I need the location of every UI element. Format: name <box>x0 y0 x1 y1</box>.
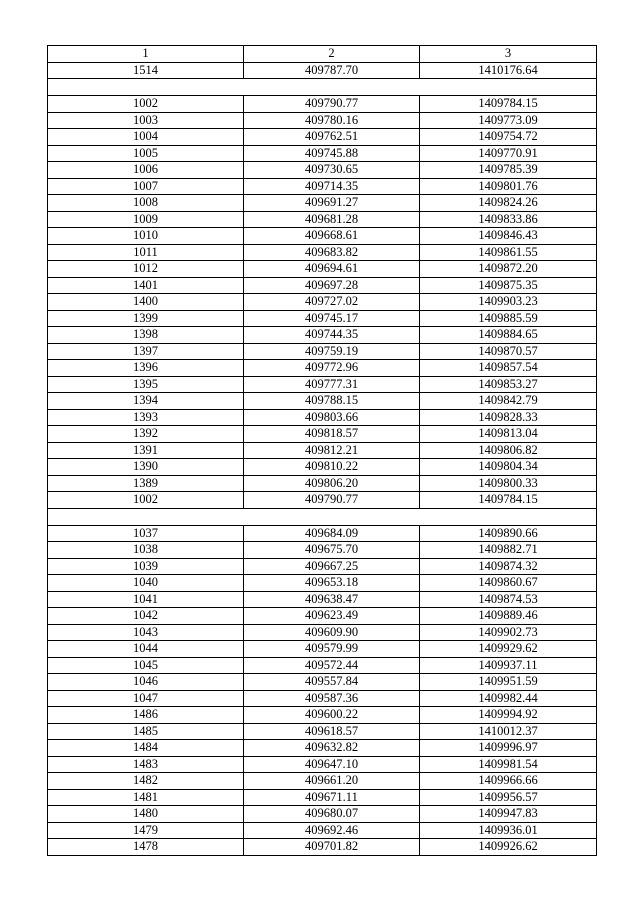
point-number-cell: 1482 <box>48 773 244 790</box>
table-row <box>48 442 597 459</box>
x-coordinate-cell: 409684.09 <box>244 525 420 542</box>
table-row <box>48 459 597 476</box>
point-number-cell: 1395 <box>48 376 244 393</box>
table-row <box>48 690 597 707</box>
point-number-cell: 1481 <box>48 789 244 806</box>
point-number-cell: 1400 <box>48 294 244 311</box>
y-coordinate-cell: 1409936.01 <box>420 822 597 839</box>
table-row <box>48 96 597 113</box>
point-number-cell: 1043 <box>48 624 244 641</box>
x-coordinate-cell: 409806.20 <box>244 475 420 492</box>
point-number-cell: 1005 <box>48 145 244 162</box>
y-coordinate-cell: 1409956.57 <box>420 789 597 806</box>
table-row <box>48 756 597 773</box>
point-number-cell: 1002 <box>48 96 244 113</box>
table-row <box>48 195 597 212</box>
y-coordinate-cell: 1410012.37 <box>420 723 597 740</box>
y-coordinate-cell: 1409801.76 <box>420 178 597 195</box>
table-row <box>48 129 597 146</box>
table-row <box>48 211 597 228</box>
x-coordinate-cell: 409818.57 <box>244 426 420 443</box>
y-coordinate-cell: 1409903.23 <box>420 294 597 311</box>
table-row <box>48 525 597 542</box>
x-coordinate-cell: 409787.70 <box>244 62 420 79</box>
x-coordinate-cell: 409777.31 <box>244 376 420 393</box>
y-coordinate-cell: 1409770.91 <box>420 145 597 162</box>
table-row <box>48 393 597 410</box>
y-coordinate-cell: 1409784.15 <box>420 492 597 509</box>
table-row <box>48 145 597 162</box>
point-number-cell: 1486 <box>48 707 244 724</box>
point-number-cell: 1484 <box>48 740 244 757</box>
x-coordinate-cell: 409600.22 <box>244 707 420 724</box>
y-coordinate-cell: 1409929.62 <box>420 641 597 658</box>
table-row <box>48 310 597 327</box>
coordinates-table <box>47 45 597 856</box>
section-separator-cell <box>48 508 597 525</box>
table-row <box>48 409 597 426</box>
y-coordinate-cell: 1409875.35 <box>420 277 597 294</box>
table-row <box>48 475 597 492</box>
table-row <box>48 558 597 575</box>
y-coordinate-cell: 1409853.27 <box>420 376 597 393</box>
point-number-cell: 1040 <box>48 575 244 592</box>
x-coordinate-cell: 409557.84 <box>244 674 420 691</box>
coordinate-sheet <box>47 45 596 856</box>
y-coordinate-cell: 1409981.54 <box>420 756 597 773</box>
y-coordinate-cell: 1409890.66 <box>420 525 597 542</box>
x-coordinate-cell: 409697.28 <box>244 277 420 294</box>
point-number-cell: 1039 <box>48 558 244 575</box>
y-coordinate-cell: 1410176.64 <box>420 62 597 79</box>
table-row <box>48 707 597 724</box>
table-row <box>48 261 597 278</box>
y-coordinate-cell: 1409874.53 <box>420 591 597 608</box>
y-coordinate-cell: 1409982.44 <box>420 690 597 707</box>
point-number-cell: 1392 <box>48 426 244 443</box>
table-row <box>48 674 597 691</box>
table-row <box>48 624 597 641</box>
x-coordinate-cell: 409730.65 <box>244 162 420 179</box>
y-coordinate-cell: 1409884.65 <box>420 327 597 344</box>
point-number-cell: 1046 <box>48 674 244 691</box>
table-row <box>48 822 597 839</box>
point-number-cell: 1011 <box>48 244 244 261</box>
y-coordinate-cell: 1409860.67 <box>420 575 597 592</box>
point-number-cell: 1391 <box>48 442 244 459</box>
y-coordinate-cell: 1409996.97 <box>420 740 597 757</box>
x-coordinate-cell: 409745.88 <box>244 145 420 162</box>
y-coordinate-cell: 1409828.33 <box>420 409 597 426</box>
table-row <box>48 608 597 625</box>
x-coordinate-cell: 409790.77 <box>244 492 420 509</box>
column-header-y: 3 <box>420 46 597 63</box>
x-coordinate-cell: 409671.11 <box>244 789 420 806</box>
table-row <box>48 343 597 360</box>
point-number-cell: 1398 <box>48 327 244 344</box>
table-row <box>48 641 597 658</box>
y-coordinate-cell: 1409773.09 <box>420 112 597 129</box>
point-number-cell: 1514 <box>48 62 244 79</box>
point-number-cell: 1401 <box>48 277 244 294</box>
table-row <box>48 62 597 79</box>
point-number-cell: 1047 <box>48 690 244 707</box>
point-number-cell: 1012 <box>48 261 244 278</box>
y-coordinate-cell: 1409902.73 <box>420 624 597 641</box>
point-number-cell: 1007 <box>48 178 244 195</box>
section-separator-cell <box>48 79 597 96</box>
y-coordinate-cell: 1409947.83 <box>420 806 597 823</box>
point-number-cell: 1393 <box>48 409 244 426</box>
point-number-cell: 1038 <box>48 542 244 559</box>
point-number-cell: 1389 <box>48 475 244 492</box>
point-number-cell: 1042 <box>48 608 244 625</box>
coordinates-table-body <box>48 46 597 856</box>
table-row <box>48 575 597 592</box>
table-row <box>48 789 597 806</box>
x-coordinate-cell: 409812.21 <box>244 442 420 459</box>
point-number-cell: 1041 <box>48 591 244 608</box>
point-number-cell: 1037 <box>48 525 244 542</box>
x-coordinate-cell: 409745.17 <box>244 310 420 327</box>
table-row <box>48 162 597 179</box>
table-row <box>48 773 597 790</box>
y-coordinate-cell: 1409857.54 <box>420 360 597 377</box>
x-coordinate-cell: 409587.36 <box>244 690 420 707</box>
y-coordinate-cell: 1409882.71 <box>420 542 597 559</box>
table-row <box>48 244 597 261</box>
y-coordinate-cell: 1409754.72 <box>420 129 597 146</box>
x-coordinate-cell: 409668.61 <box>244 228 420 245</box>
column-header-point: 1 <box>48 46 244 63</box>
y-coordinate-cell: 1409861.55 <box>420 244 597 261</box>
point-number-cell: 1003 <box>48 112 244 129</box>
point-number-cell: 1006 <box>48 162 244 179</box>
section-separator-row <box>48 508 597 525</box>
point-number-cell: 1390 <box>48 459 244 476</box>
x-coordinate-cell: 409790.77 <box>244 96 420 113</box>
table-row <box>48 657 597 674</box>
table-row <box>48 294 597 311</box>
point-number-cell: 1008 <box>48 195 244 212</box>
table-row <box>48 740 597 757</box>
x-coordinate-cell: 409694.61 <box>244 261 420 278</box>
x-coordinate-cell: 409692.46 <box>244 822 420 839</box>
y-coordinate-cell: 1409785.39 <box>420 162 597 179</box>
table-row <box>48 492 597 509</box>
table-row <box>48 542 597 559</box>
y-coordinate-cell: 1409870.57 <box>420 343 597 360</box>
x-coordinate-cell: 409714.35 <box>244 178 420 195</box>
point-number-cell: 1485 <box>48 723 244 740</box>
table-row <box>48 839 597 856</box>
x-coordinate-cell: 409609.90 <box>244 624 420 641</box>
point-number-cell: 1009 <box>48 211 244 228</box>
point-number-cell: 1479 <box>48 822 244 839</box>
y-coordinate-cell: 1409813.04 <box>420 426 597 443</box>
table-row <box>48 591 597 608</box>
point-number-cell: 1010 <box>48 228 244 245</box>
x-coordinate-cell: 409623.49 <box>244 608 420 625</box>
x-coordinate-cell: 409647.10 <box>244 756 420 773</box>
y-coordinate-cell: 1409994.92 <box>420 707 597 724</box>
point-number-cell: 1394 <box>48 393 244 410</box>
y-coordinate-cell: 1409885.59 <box>420 310 597 327</box>
y-coordinate-cell: 1409804.34 <box>420 459 597 476</box>
y-coordinate-cell: 1409966.66 <box>420 773 597 790</box>
point-number-cell: 1396 <box>48 360 244 377</box>
table-row <box>48 723 597 740</box>
x-coordinate-cell: 409701.82 <box>244 839 420 856</box>
y-coordinate-cell: 1409951.59 <box>420 674 597 691</box>
y-coordinate-cell: 1409833.86 <box>420 211 597 228</box>
point-number-cell: 1483 <box>48 756 244 773</box>
table-row <box>48 112 597 129</box>
table-row <box>48 277 597 294</box>
x-coordinate-cell: 409572.44 <box>244 657 420 674</box>
x-coordinate-cell: 409788.15 <box>244 393 420 410</box>
y-coordinate-cell: 1409926.62 <box>420 839 597 856</box>
x-coordinate-cell: 409579.99 <box>244 641 420 658</box>
point-number-cell: 1004 <box>48 129 244 146</box>
y-coordinate-cell: 1409846.43 <box>420 228 597 245</box>
x-coordinate-cell: 409618.57 <box>244 723 420 740</box>
point-number-cell: 1044 <box>48 641 244 658</box>
table-header-row <box>48 46 597 63</box>
point-number-cell: 1478 <box>48 839 244 856</box>
x-coordinate-cell: 409727.02 <box>244 294 420 311</box>
y-coordinate-cell: 1409872.20 <box>420 261 597 278</box>
point-number-cell: 1002 <box>48 492 244 509</box>
x-coordinate-cell: 409632.82 <box>244 740 420 757</box>
x-coordinate-cell: 409772.96 <box>244 360 420 377</box>
y-coordinate-cell: 1409824.26 <box>420 195 597 212</box>
y-coordinate-cell: 1409937.11 <box>420 657 597 674</box>
point-number-cell: 1397 <box>48 343 244 360</box>
point-number-cell: 1045 <box>48 657 244 674</box>
table-row <box>48 327 597 344</box>
x-coordinate-cell: 409744.35 <box>244 327 420 344</box>
y-coordinate-cell: 1409874.32 <box>420 558 597 575</box>
column-header-x: 2 <box>244 46 420 63</box>
y-coordinate-cell: 1409784.15 <box>420 96 597 113</box>
table-row <box>48 228 597 245</box>
point-number-cell: 1480 <box>48 806 244 823</box>
x-coordinate-cell: 409810.22 <box>244 459 420 476</box>
section-separator-row <box>48 79 597 96</box>
x-coordinate-cell: 409638.47 <box>244 591 420 608</box>
x-coordinate-cell: 409667.25 <box>244 558 420 575</box>
y-coordinate-cell: 1409889.46 <box>420 608 597 625</box>
table-row <box>48 376 597 393</box>
x-coordinate-cell: 409675.70 <box>244 542 420 559</box>
x-coordinate-cell: 409661.20 <box>244 773 420 790</box>
x-coordinate-cell: 409683.82 <box>244 244 420 261</box>
x-coordinate-cell: 409762.51 <box>244 129 420 146</box>
y-coordinate-cell: 1409800.33 <box>420 475 597 492</box>
y-coordinate-cell: 1409806.82 <box>420 442 597 459</box>
x-coordinate-cell: 409681.28 <box>244 211 420 228</box>
y-coordinate-cell: 1409842.79 <box>420 393 597 410</box>
table-row <box>48 806 597 823</box>
x-coordinate-cell: 409759.19 <box>244 343 420 360</box>
x-coordinate-cell: 409653.18 <box>244 575 420 592</box>
table-row <box>48 360 597 377</box>
table-row <box>48 178 597 195</box>
x-coordinate-cell: 409803.66 <box>244 409 420 426</box>
x-coordinate-cell: 409680.07 <box>244 806 420 823</box>
point-number-cell: 1399 <box>48 310 244 327</box>
x-coordinate-cell: 409691.27 <box>244 195 420 212</box>
table-row <box>48 426 597 443</box>
x-coordinate-cell: 409780.16 <box>244 112 420 129</box>
